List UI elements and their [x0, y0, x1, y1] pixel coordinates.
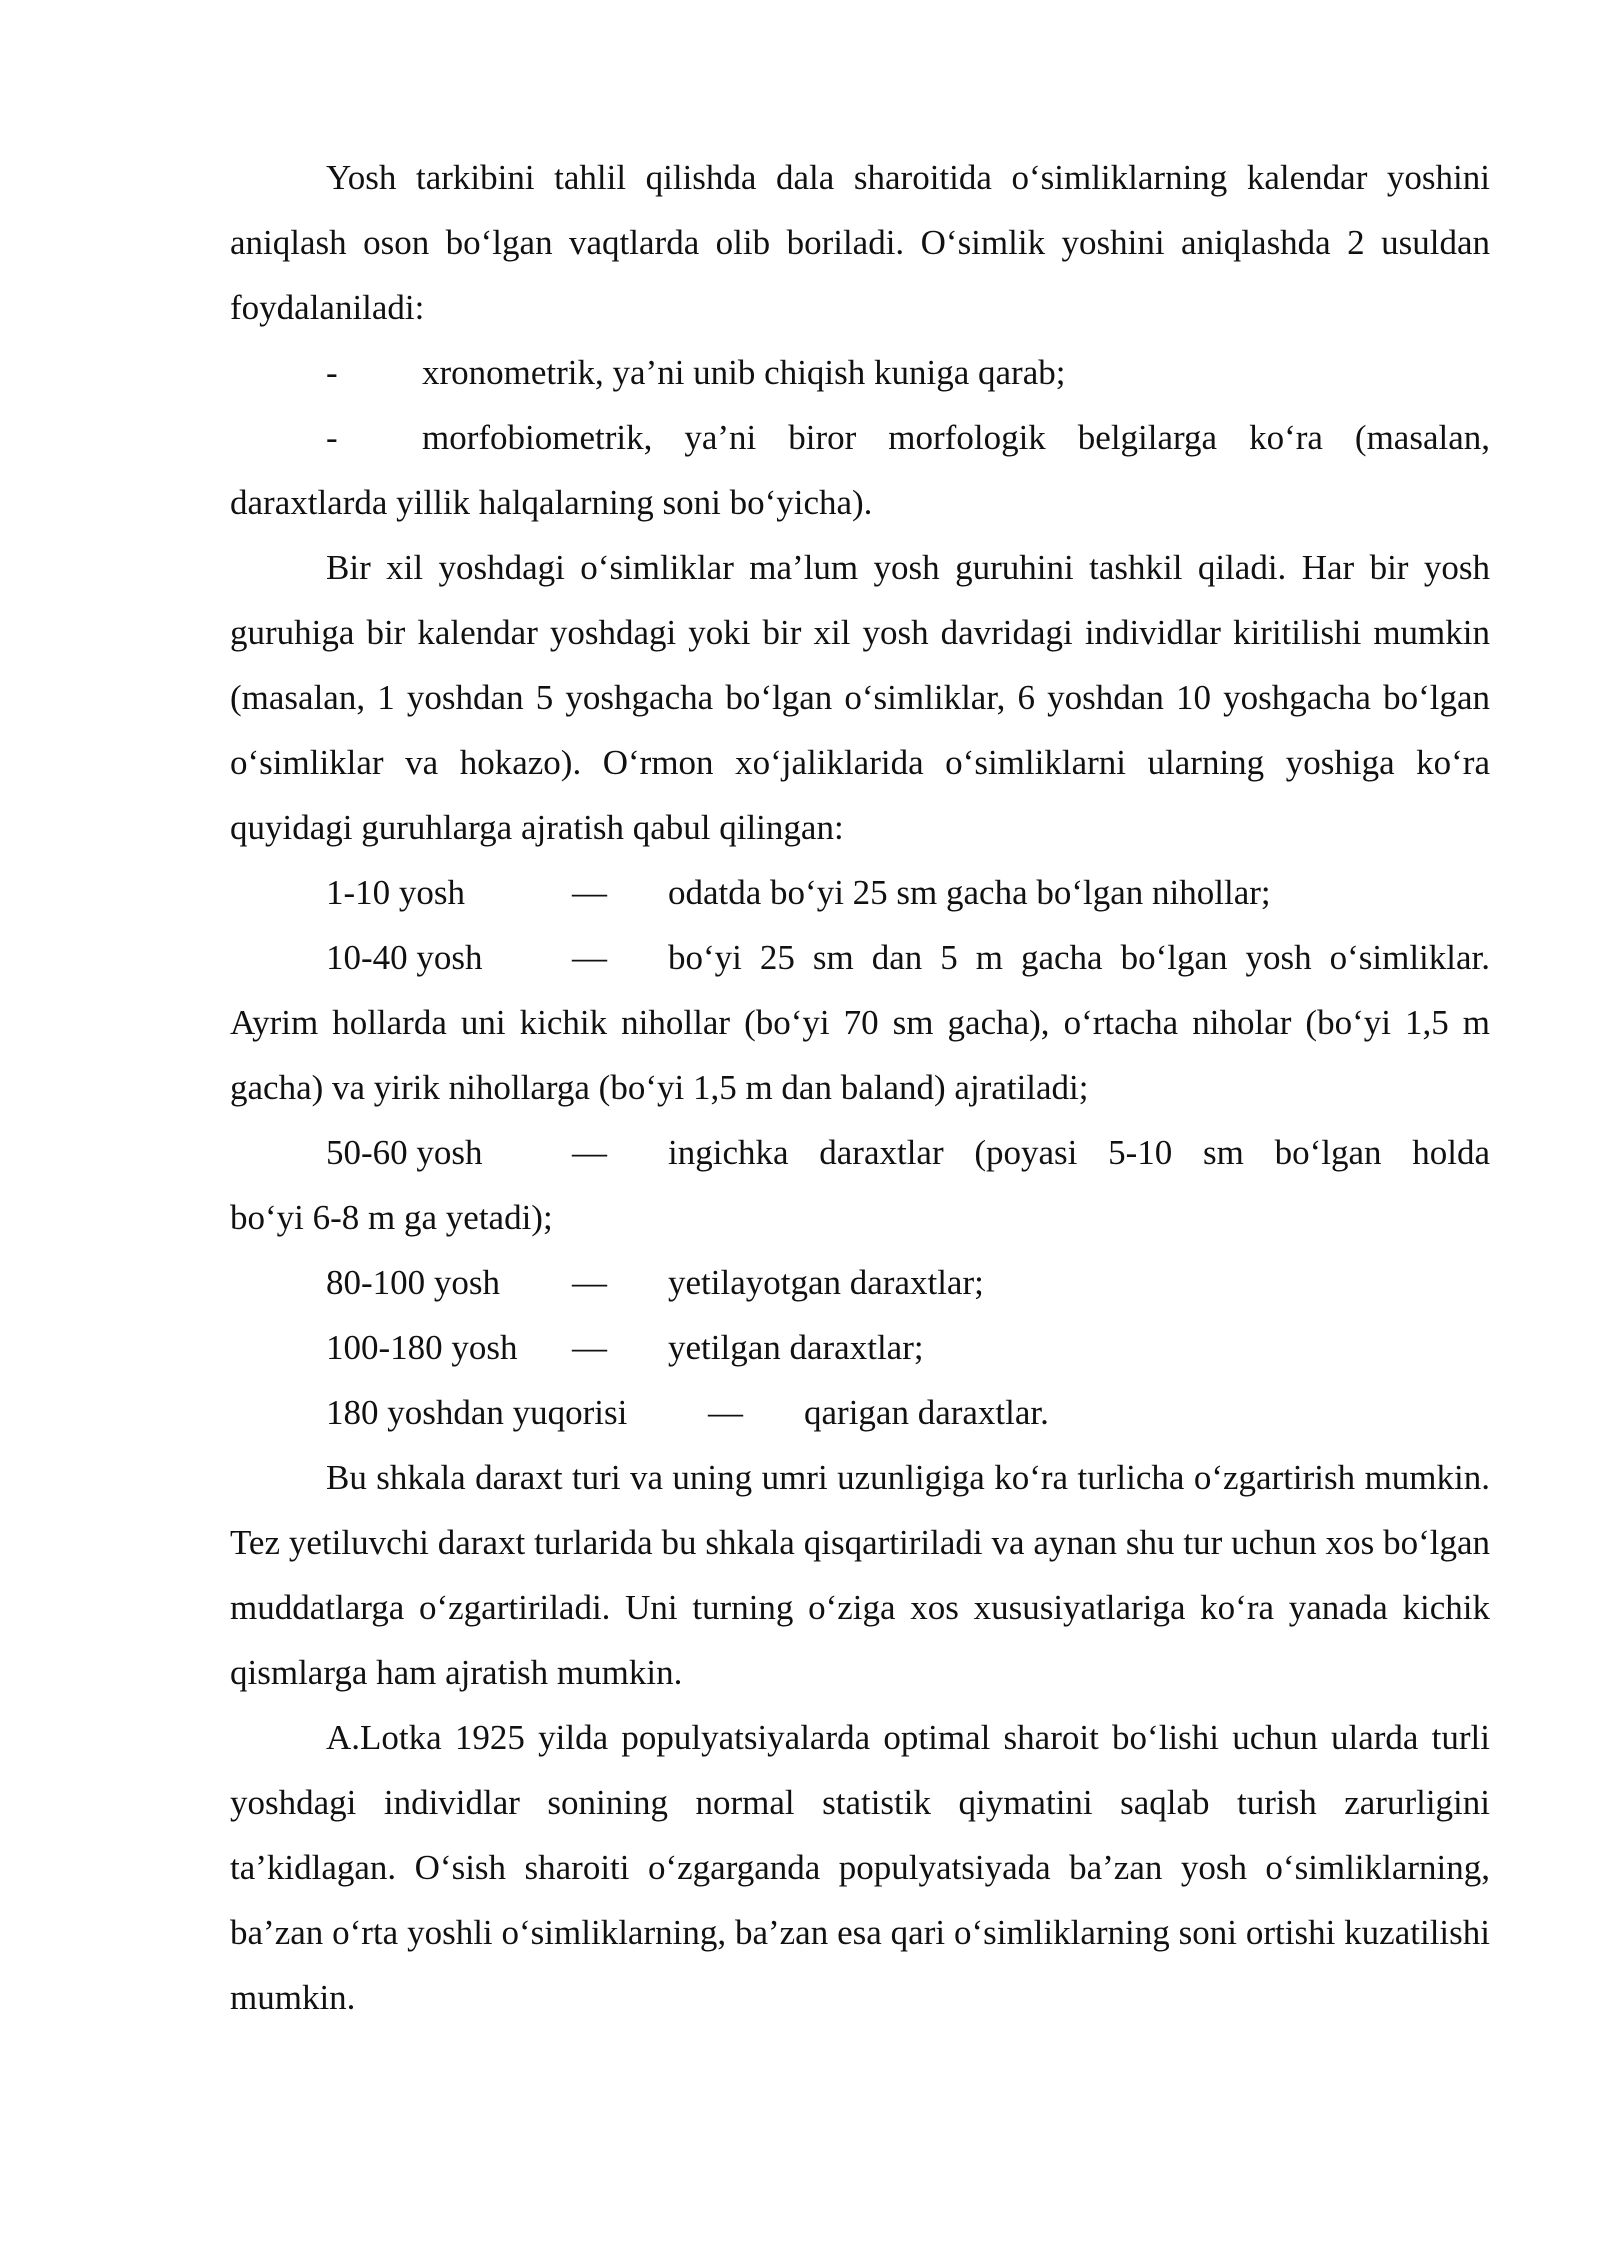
age-range: 10-40 yosh [326, 938, 483, 977]
document-body [230, 145, 1490, 2030]
paragraph-intro: Yosh tarkibini tahlil qilishda dala sharoitida o‘simliklarning kalendar yoshini aniqlash oson bo‘lgan vaqtlarda olib boriladi. O‘simlik yoshini aniqlashda 2 usuldan foydalaniladi: [230, 158, 1490, 327]
age-description-continuation: bo‘yi 6-8 m ga yetadi); [230, 1198, 553, 1237]
paragraph-lotka: A.Lotka 1925 yilda populyatsiyalarda optimal sharoit bo‘lishi uchun ularda turli yoshdagi individlar sonining normal statistik qiymatini saqlab turish zarurligini ta’kidlagan. O‘sish sharoiti o‘zgarganda populyatsiyada ba’zan yosh o‘simliklarning, ba’zan o‘rta yoshli o‘simliklarning, ba’zan esa qari o‘simliklarning soni ortishi kuzatilishi mumkin. [230, 1718, 1490, 2017]
em-dash: — [572, 1133, 607, 1172]
em-dash: — [708, 1393, 743, 1432]
age-group-row [230, 1120, 1490, 1185]
list-dash: - [326, 353, 338, 392]
list-dash: - [326, 418, 338, 457]
age-description: yetilgan daraxtlar; [668, 1328, 924, 1367]
age-description: ingichka daraxtlar (poyasi 5-10 sm bo‘lgan holda [668, 1133, 1490, 1172]
list-item-continuation: daraxtlarda yillik halqalarning soni bo‘yicha). [230, 483, 873, 522]
paragraph-scale: Bu shkala daraxt turi va uning umri uzunligiga ko‘ra turlicha o‘zgartirish mumkin. Tez yetiluvchi daraxt turlarida bu shkala qisqartiriladi va aynan shu tur uchun xos bo‘lgan muddatlarga o‘zgartiriladi. Uni turning o‘ziga xos xususiyatlariga ko‘ra yanada kichik qismlarga ham ajratish mumkin. [230, 1458, 1490, 1692]
age-description: qarigan daraxtlar. [804, 1393, 1049, 1432]
list-item-method-2 [230, 405, 1490, 470]
age-description: odatda bo‘yi 25 sm gacha bo‘lgan nihollar; [668, 873, 1271, 912]
list-item-text: morfobiometrik, ya’ni biror morfologik belgilarga ko‘ra (masalan, [422, 418, 1490, 457]
list-item-text: xronometrik, ya’ni unib chiqish kuniga qarab; [422, 353, 1066, 392]
age-range: 1-10 yosh [326, 873, 466, 912]
age-group-row [230, 1380, 1490, 1445]
age-group-row [230, 1315, 1490, 1380]
em-dash: — [572, 873, 607, 912]
age-description: bo‘yi 25 sm dan 5 m gacha bo‘lgan yosh o‘simliklar. [668, 938, 1490, 977]
em-dash: — [572, 1263, 607, 1302]
age-range: 180 yoshdan yuqorisi [326, 1393, 628, 1432]
age-range: 50-60 yosh [326, 1133, 483, 1172]
age-description-continuation: Ayrim hollarda uni kichik nihollar (bo‘yi 70 sm gacha), o‘rtacha niholar (bo‘yi 1,5 m gacha) va yirik nihollarga (bo‘yi 1,5 m dan baland) ajratiladi; [230, 1003, 1490, 1107]
age-group-row [230, 1250, 1490, 1315]
age-range: 80-100 yosh [326, 1263, 501, 1302]
paragraph-age-groups: Bir xil yoshdagi o‘simliklar ma’lum yosh guruhini tashkil qiladi. Har bir yosh guruhiga bir kalendar yoshdagi yoki bir xil yosh davridagi individlar kiritilishi mumkin (masalan, 1 yoshdan 5 yoshgacha bo‘lgan o‘simliklar, 6 yoshdan 10 yoshgacha bo‘lgan o‘simliklar va hokazo). O‘rmon xo‘jaliklarida o‘simliklarni ularning yoshiga ko‘ra quyidagi guruhlarga ajratish qabul qilingan: [230, 548, 1490, 847]
age-group-row [230, 925, 1490, 990]
age-range: 100-180 yosh [326, 1328, 518, 1367]
em-dash: — [572, 938, 607, 977]
list-item-method-1 [230, 340, 1490, 405]
age-group-row [230, 860, 1490, 925]
age-description: yetilayotgan daraxtlar; [668, 1263, 984, 1302]
em-dash: — [572, 1328, 607, 1367]
